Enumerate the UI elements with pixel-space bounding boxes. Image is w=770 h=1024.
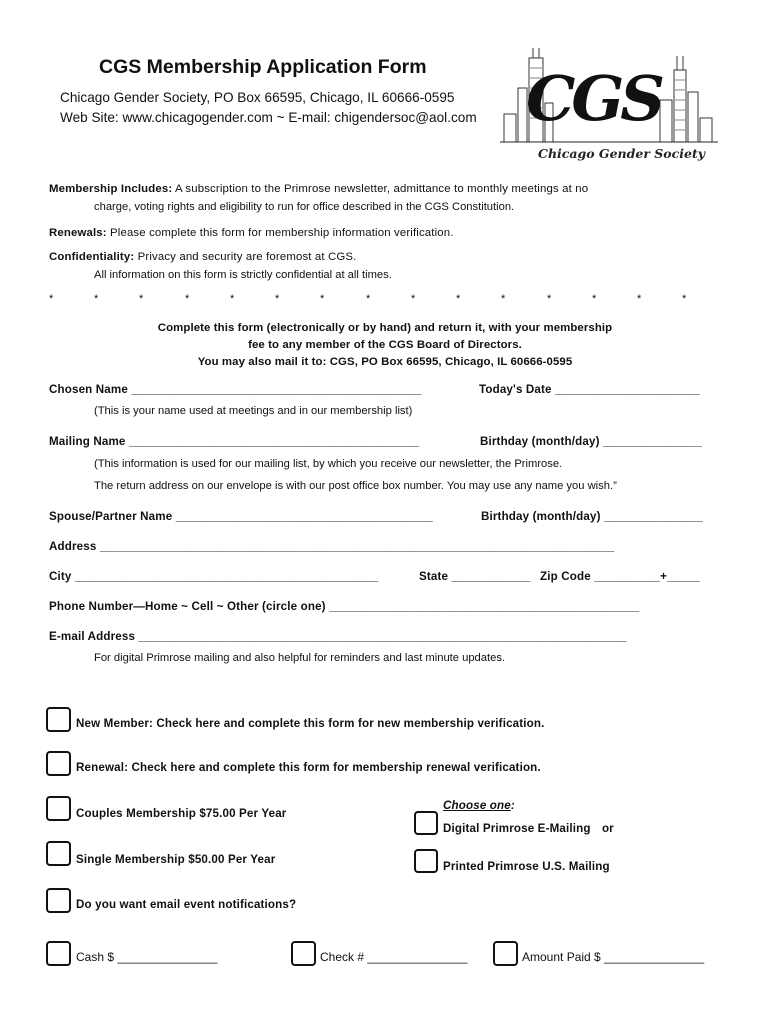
state-field[interactable]: State ____________ — [419, 570, 531, 583]
choose-one-heading — [443, 799, 515, 812]
confidentiality-text-2: All information on this form is strictly confidential at all times. — [94, 269, 392, 281]
logo-letters: CGS — [526, 62, 662, 135]
confidentiality — [49, 251, 356, 263]
chosen-name-note: (This is your name used at meetings and in our membership list) — [94, 405, 413, 417]
single-membership-label: Single Membership $50.00 Per Year — [76, 853, 276, 866]
check-checkbox[interactable] — [291, 941, 316, 966]
confidentiality-text: Privacy and security are foremost at CGS. — [137, 251, 357, 263]
renewal-checkbox[interactable] — [46, 751, 71, 776]
renewals — [49, 227, 454, 239]
cgs-logo — [500, 48, 718, 173]
cash-checkbox[interactable] — [46, 941, 71, 966]
single-membership-checkbox[interactable] — [46, 841, 71, 866]
printed-primrose-checkbox[interactable] — [414, 849, 438, 873]
birthday-field-1[interactable]: Birthday (month/day) _______________ — [480, 435, 702, 448]
or-text: or — [601, 822, 614, 835]
address-field[interactable]: Address ______________________________________________________________________________ — [49, 540, 615, 553]
todays-date-field[interactable]: Today's Date ______________________ — [479, 383, 701, 396]
check-field[interactable]: Check # _______________ — [320, 950, 468, 964]
star-divider: * * * * * * * * * * * * * * * — [49, 293, 687, 305]
renewals-text: Please complete this form for membership information verification. — [110, 227, 454, 239]
mailing-name-field[interactable]: Mailing Name ____________________________________________ — [49, 435, 420, 448]
mailing-note-2: The return address on our envelope is with our post office box number. You may use any name you wish.” — [94, 480, 617, 492]
email-note: For digital Primrose mailing and also helpful for reminders and last minute updates. — [94, 652, 506, 664]
zip-field[interactable]: Zip Code __________+_____ — [540, 570, 701, 583]
website-line: Web Site: www.chicagogender.com ~ E-mail: chigendersoc@aol.com — [60, 110, 477, 125]
new-member-checkbox[interactable] — [46, 707, 71, 732]
choose-one-text: Choose one — [443, 799, 511, 812]
address-line: Chicago Gender Society, PO Box 66595, Chicago, IL 60666-0595 — [60, 90, 455, 105]
couples-membership-checkbox[interactable] — [46, 796, 71, 821]
confidentiality-label: Confidentiality: — [49, 251, 135, 263]
printed-primrose-label: Printed Primrose U.S. Mailing — [443, 860, 610, 873]
membership-includes — [49, 183, 588, 195]
email-field[interactable]: E-mail Address __________________________________________________________________________ — [49, 630, 627, 643]
digital-primrose-text: Digital Primrose E-Mailing — [443, 822, 591, 835]
instructions-line-2: fee to any member of the CGS Board of Directors. — [248, 339, 522, 351]
renewals-label: Renewals: — [49, 227, 107, 239]
city-field[interactable]: City ______________________________________________ — [49, 570, 379, 583]
amount-paid-checkbox[interactable] — [493, 941, 518, 966]
spouse-name-field[interactable]: Spouse/Partner Name _______________________________________ — [49, 510, 434, 523]
couples-membership-label: Couples Membership $75.00 Per Year — [76, 807, 287, 820]
membership-text: A subscription to the Primrose newsletter, admittance to monthly meetings at no — [174, 183, 589, 195]
new-member-label: New Member: Check here and complete this form for new membership verification. — [76, 717, 545, 730]
mailing-note-1: (This information is used for our mailing list, by which you receive our newsletter, the Primrose. — [94, 458, 563, 470]
digital-primrose-label — [443, 822, 614, 835]
logo-caption: Chicago Gender Society — [538, 146, 705, 161]
amount-paid-field[interactable]: Amount Paid $ _______________ — [522, 950, 705, 964]
digital-primrose-checkbox[interactable] — [414, 811, 438, 835]
instructions-line-3: You may also mail it to: CGS, PO Box 66595, Chicago, IL 60666-0595 — [197, 356, 573, 368]
membership-label: Membership Includes: — [49, 183, 173, 195]
page-title: CGS Membership Application Form — [99, 56, 427, 78]
email-notifications-checkbox[interactable] — [46, 888, 71, 913]
email-notifications-label: Do you want email event notifications? — [76, 898, 297, 911]
birthday-field-2[interactable]: Birthday (month/day) _______________ — [481, 510, 703, 523]
chosen-name-field[interactable]: Chosen Name ____________________________________________ — [49, 383, 422, 396]
phone-field[interactable]: Phone Number—Home ~ Cell ~ Other (circle one) _______________________________________________ — [49, 600, 640, 613]
cash-field[interactable]: Cash $ _______________ — [76, 950, 218, 964]
choose-one-colon: : — [510, 799, 515, 812]
instructions-line-1: Complete this form (electronically or by hand) and return it, with your membership — [157, 322, 613, 334]
membership-text-2: charge, voting rights and eligibility to run for office described in the CGS Constitution. — [94, 201, 515, 213]
renewal-label: Renewal: Check here and complete this form for membership renewal verification. — [76, 761, 541, 774]
